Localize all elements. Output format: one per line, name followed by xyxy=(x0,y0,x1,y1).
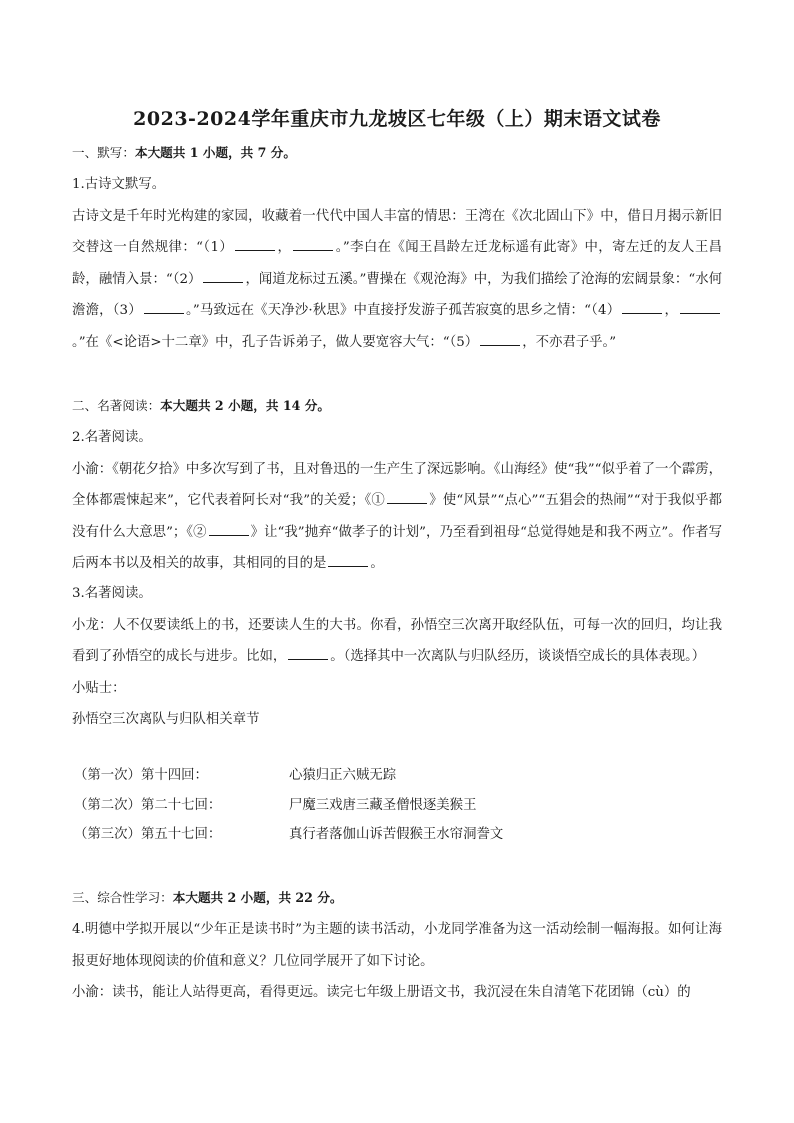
tips-time: （第三次）第五十七回： xyxy=(74,827,222,842)
section-1-score: 本大题共 1 小题，共 7 分。 xyxy=(134,145,296,160)
q3-text-part: 。（选择其中一次离队与归队经历，谈谈悟空成长的具体表现。） xyxy=(330,649,706,664)
section-2-heading xyxy=(72,390,722,422)
question-1 xyxy=(72,169,722,358)
section-1-heading xyxy=(72,137,722,169)
answer-blank[interactable] xyxy=(680,299,720,314)
question-1-text xyxy=(72,201,722,359)
q1-text-part: ， xyxy=(664,303,679,318)
section-3-heading xyxy=(72,882,722,914)
q2-text-part: 。 xyxy=(370,556,384,571)
answer-blank[interactable] xyxy=(387,489,427,504)
tips-chapter: 真行者落伽山诉苦假猴王水帘洞誊文 xyxy=(289,827,504,842)
question-3-heading: 3.名著阅读。 xyxy=(72,586,152,601)
answer-blank[interactable] xyxy=(328,552,368,567)
q2-text-part: 小渝：《朝花夕拾》中多次写到了书，且对鲁迅的一生产生了深远影响。《山海经》使“我”“似乎着了一个霹雳，全体都震悚起来”，它代表着阿长对“我”的关爱；《① xyxy=(72,461,722,508)
question-1-heading: 1.古诗文默写。 xyxy=(72,177,166,192)
q2-text-part: 》使“风景”“点心”“五猖会的热闹”“对于我似乎都没有什么大意思”；《② xyxy=(72,493,722,540)
tips-chapter: 尸魔三戏唐三藏圣僧恨逐美猴王 xyxy=(289,798,477,813)
tips-chapter: 心猿归正六贼无踪 xyxy=(289,768,397,783)
section-3-prefix: 三、综合性学习： xyxy=(72,890,173,905)
tips-time: （第二次）第二十七回： xyxy=(74,798,222,813)
question-2-heading: 2.名著阅读。 xyxy=(72,430,152,445)
page-title: 2023-2024学年重庆市九龙坡区七年级（上）期末语文试卷 xyxy=(133,108,661,130)
q1-text-part: ， xyxy=(277,240,292,255)
tips-time: （第一次）第十四回： xyxy=(74,768,208,783)
q1-text-part: 。”马致远在《天净沙·秋思》中直接抒发游子孤苦寂寞的思乡之情：“（4） xyxy=(185,303,621,318)
tips-label: 小贴士： xyxy=(72,680,126,696)
answer-blank[interactable] xyxy=(622,299,662,314)
answer-blank[interactable] xyxy=(235,236,275,251)
section-1-prefix: 一、默写： xyxy=(72,145,135,160)
answer-blank[interactable] xyxy=(293,236,333,251)
question-4-text: 4.明德中学拟开展以“少年正是读书时”为主题的读书活动，小龙同学准备为这一活动绘制一幅海报。如何让海报更好地体现阅读的价值和意义？几位同学展开了如下讨论。 xyxy=(72,922,722,969)
question-4 xyxy=(72,914,722,1009)
answer-blank[interactable] xyxy=(203,268,243,283)
q1-text-part: 。”李白在《闻王昌龄左迁龙标遥有此寄》中，寄左迁的友人王昌龄，融情入景：“（2） xyxy=(72,240,723,287)
question-4-discussion: 小渝：读书，能让人站得更高，看得更远。读完七年级上册语文书，我沉浸在朱自清笔下花团锦（cù）的 xyxy=(72,985,691,1000)
question-3-text xyxy=(72,610,722,673)
answer-blank[interactable] xyxy=(288,645,328,660)
q1-text-part: ，不亦君子乎。” xyxy=(522,334,617,350)
section-2-score: 本大题共 2 小题，共 14 分。 xyxy=(160,398,330,413)
tips-title: 孙悟空三次离队与归队相关章节 xyxy=(72,712,260,727)
question-3 xyxy=(72,578,722,736)
answer-blank[interactable] xyxy=(480,331,520,346)
q3-text-part: 小龙：人不仅要读纸上的书，还要读人生的大书。你看，孙悟空三次离开取经队伍，可每一次的回归，均让我看到了孙悟空的成长与进步。比如， xyxy=(72,617,722,664)
answer-blank[interactable] xyxy=(209,521,249,536)
section-2-prefix: 二、名著阅读： xyxy=(72,398,161,413)
answer-blank[interactable] xyxy=(144,299,184,314)
question-2-text xyxy=(72,454,722,580)
q1-text-part: 。”在《<论语>十二章》中，孔子告诉弟子，做人要宽容大气：“（5） xyxy=(72,334,479,350)
q1-text-part: 古诗文是千年时光构建的家园，收藏着一代代中国人丰富的情思：王湾在《次北固山下》中，借日月揭示新旧交替这一自然规律：“（1） xyxy=(72,208,722,255)
question-2 xyxy=(72,422,722,580)
section-3-score: 本大题共 2 小题，共 22 分。 xyxy=(172,890,343,905)
q1-text-part: ，闻道龙标过五溪。”曹操在《观沧海》中，为我们描绘了沧海的宏阔景象：“水何澹澹，（3） xyxy=(72,271,722,318)
q2-text-part: 》让“我”抛弃“做孝子的计划”，乃至看到祖母“总觉得她是和我不两立”。作者写后两本书以及相关的故事，其相同的目的是 xyxy=(72,524,722,571)
